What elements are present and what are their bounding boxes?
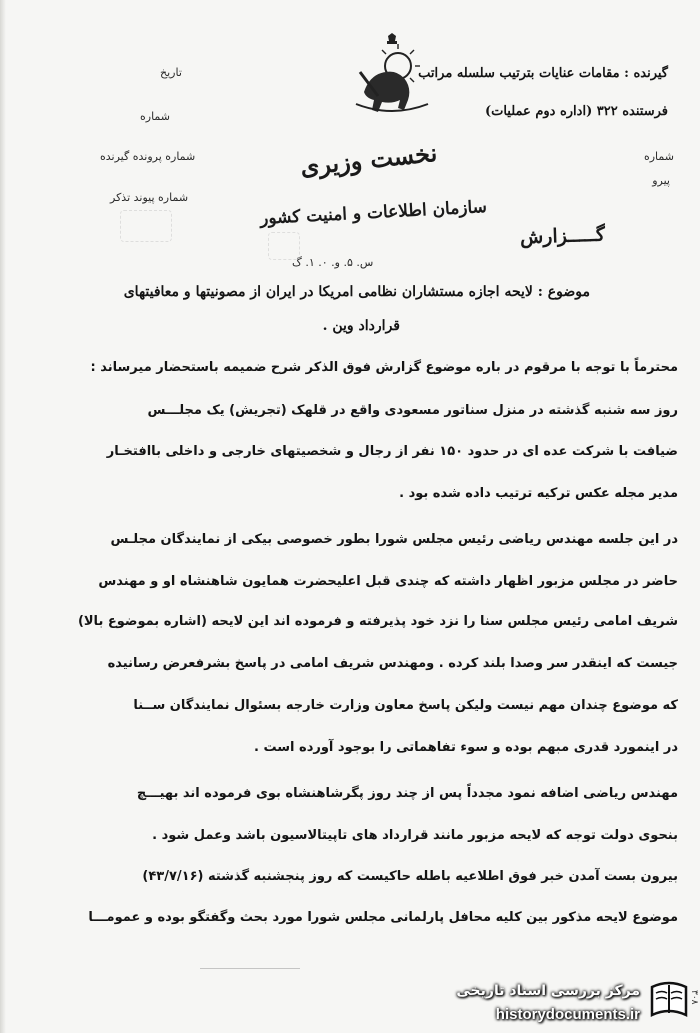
subject-line-2: قرارداد وین . <box>322 318 400 334</box>
body-line: محترماً با توجه با مرقوم در باره موضوع گزارش فوق الذکر شرح ضمیمه باستحضار میرساند : <box>90 360 678 375</box>
reference-number-label: شماره پیوند تذکر <box>110 191 189 204</box>
watermark-url: historydocuments.ir <box>495 1006 640 1023</box>
faded-stamp <box>120 210 172 242</box>
body-line: بیرون بست آمدن خبر فوق اطلاعیه باطله حاکیست که روز پنجشنبه گذشته (۴۳/۷/۱۶) <box>142 869 678 884</box>
body-line: جیست که اینقدر سر وصدا بلند کرده . ومهندس شریف امامی در پاسخ بشرفعرض رسانیده <box>107 656 678 671</box>
archive-book-logo-icon <box>646 977 692 1023</box>
page-number: ۳۰۸ <box>689 990 699 1005</box>
body-line: در اینمورد قدری مبهم بوده و سوء تفاهماتی را بوجود آورده است . <box>254 740 678 755</box>
body-line: موضوع لایحه مذکور بین کلیه محافل پارلمانی مجلس شورا مورد بحث وگفتگو بوده و عمومـــا <box>88 910 678 925</box>
body-line: مدیر مجله عکس ترکیه ترتیب داده شده بود . <box>399 486 678 501</box>
document-code: س. ۵. و. ۰. ۱. گ <box>292 256 374 269</box>
watermark <box>400 971 700 1033</box>
organization-heading: سازمان اطلاعات و امنیت کشور <box>259 197 488 229</box>
distribution-line: گیرنده : مقامات عنایات بترتیب سلسله مراتب <box>418 66 668 81</box>
side-follow-label: پیرو <box>652 174 670 187</box>
body-line: حاضر در مجلس مزبور اظهار داشته که چندی قبل اعلیحضرت همایون شاهنشاه او و مهندس <box>98 574 678 589</box>
body-line: بنحوی دولت توجه که لایحه مزبور مانند قرارداد های تاپیتالاسیون باشد وعمل شود . <box>152 828 678 843</box>
sender-line: فرستنده ۳۲۲ (اداره دوم عملیات) <box>484 104 668 119</box>
body-line: مهندس ریاضی اضافه نمود مجدداً پس از چند روز پگرشاهنشاه بوی فرموده اند بهیـــچ <box>136 786 678 801</box>
watermark-title: مرکز بررسی اسناد تاریخی <box>456 983 640 999</box>
body-line: شریف امامی رئیس مجلس سنا را نزد خود پذیرفته و فرموده اند این لایحه (اشاره بموضوع بالا) <box>77 614 678 629</box>
body-line: که موضوع چندان مهم نیست ولیکن پاسخ معاون وزارت خارجه بسئوال نمایندگان ســنا <box>133 698 678 713</box>
report-label: گـــــزارش <box>519 223 606 249</box>
body-line: در این جلسه مهندس ریاضی رئیس مجلس شورا بطور خصوصی بیکی از نمایندگان مجلـس <box>110 532 678 547</box>
faint-mark <box>200 968 300 969</box>
number-label: شماره <box>140 110 171 123</box>
file-number-label: شماره پرونده گیرنده <box>100 150 196 163</box>
side-number-label: شماره <box>643 150 674 163</box>
scan-edge-left <box>0 0 6 1033</box>
body-line: روز سه شنبه گذشته در منزل سناتور مسعودی واقع در قلهک (تجریش) یک مجلـــس <box>147 403 678 418</box>
prime-ministry-heading: نخست وزیری <box>298 137 439 182</box>
subject-line-1: موضوع : لایحه اجازه مستشاران نظامی امریکا در ایران از مصونیتها و معافیتهای <box>123 284 590 300</box>
body-line: ضیافت با شرکت عده ای در حدود ۱۵۰ نفر از رجال و شخصیتهای خارجی و داخلی باافتخـار <box>106 444 678 459</box>
faded-stamp <box>268 232 300 260</box>
date-label: تاریخ <box>160 66 182 79</box>
